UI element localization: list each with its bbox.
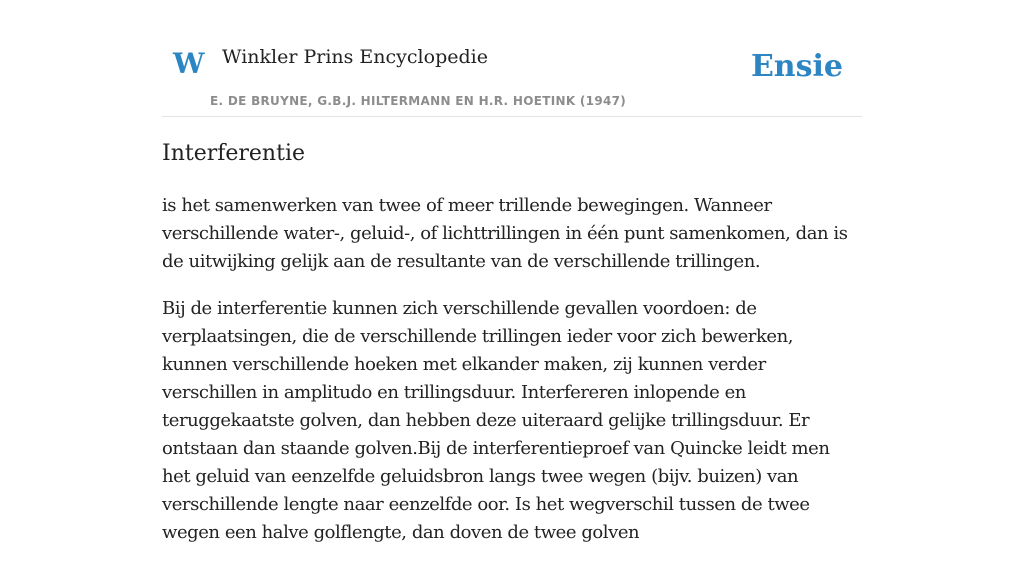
article-paragraph: is het samenwerken van twee of meer trillende bewegingen. Wanneer verschillende water-, geluid-, of lichttrillingen in één punt samenkomen, dan is de uitwijking gelijk aan de resultante van de verschillende trillingen.	[162, 195, 848, 272]
article	[162, 138, 862, 566]
article-body	[162, 192, 862, 547]
article-paragraph: Bij de interferentie kunnen zich verschillende gevallen voordoen: de verplaatsingen, die de verschillende trillingen ieder voor zich bewerken, kunnen verschillende hoeken met elkander maken, zij kunnen verder verschillen in amplitudo en trillingsduur. Interfereren inlopende en teruggekaatste golven, dan hebben deze uiteraard gelijke trillingsduur. Er ontstaan dan staande golven.Bij de interferentieproef van Quincke leidt men het geluid van eenzelfde geluidsbron langs twee wegen (bijv. buizen) van verschillende lengte naar eenzelfde oor. Is het wegverschil tussen de twee wegen een halve golflengte, dan doven de twee golven	[162, 298, 830, 543]
site-header	[162, 0, 862, 117]
ensie-brand-logo[interactable]: Ensie	[750, 49, 843, 84]
article-title: Interferentie	[162, 141, 305, 166]
site-title[interactable]: Winkler Prins Encyclopedie	[222, 46, 488, 68]
winkler-prins-logo[interactable]: W	[173, 47, 205, 80]
authors-line: E. DE BRUYNE, G.B.J. HILTERMANN EN H.R. HOETINK (1947)	[210, 94, 627, 108]
